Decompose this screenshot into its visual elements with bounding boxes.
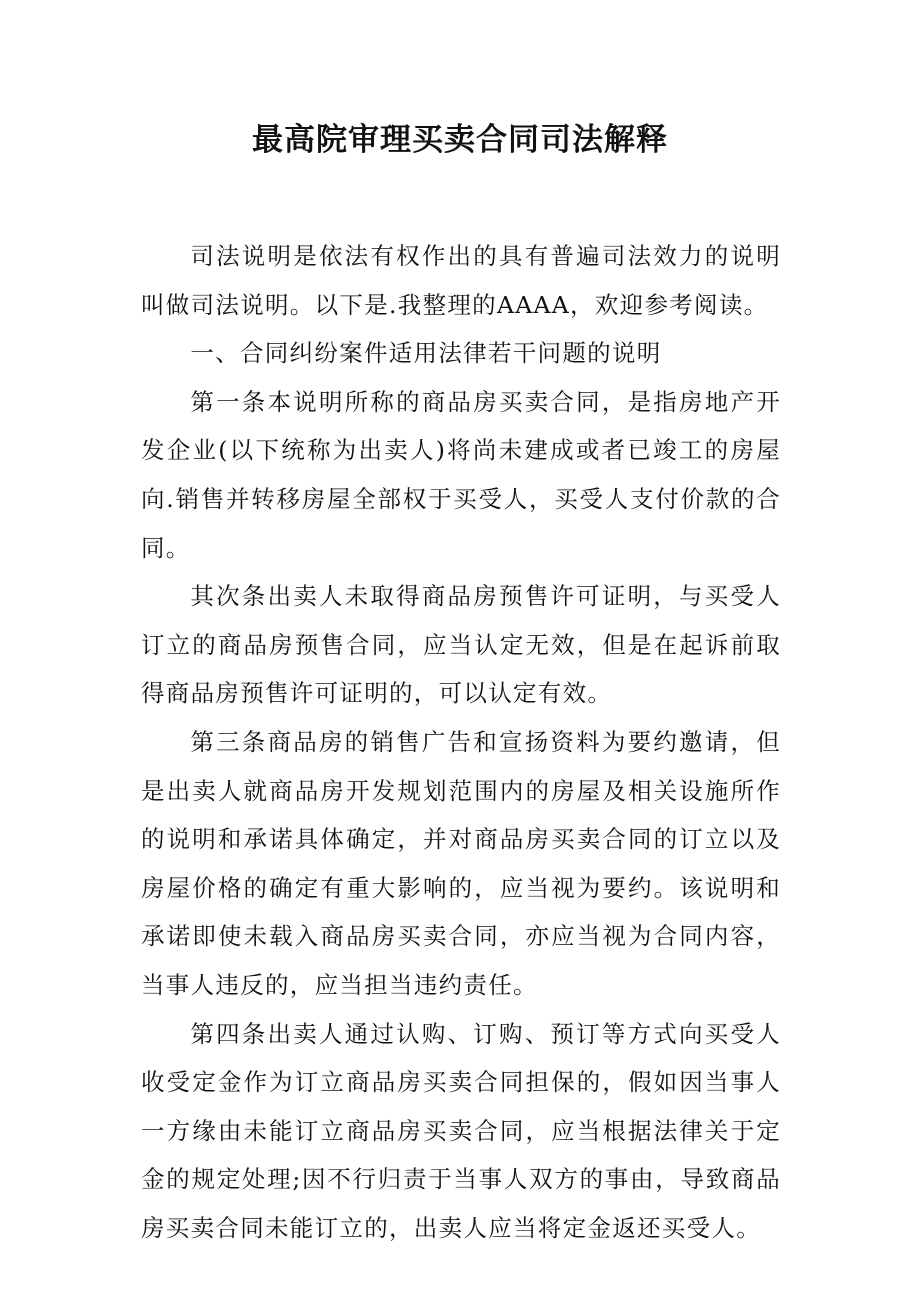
document-body bbox=[141, 232, 781, 1252]
paragraph-section-heading: 一、合同纠纷案件适用法律若干问题的说明 bbox=[190, 339, 662, 368]
paragraph-article-4: 第四条出卖人通过认购、订购、预订等方式向买受人收受定金作为订立商品房买卖合同担保的，假如因当事人一方缘由未能订立商品房买卖合同，应当根据法律关于定金的规定处理;因不行归责于当事人双方的事由，导致商品房买卖合同未能订立的，出卖人应当将定金返还买受人。 bbox=[141, 1019, 781, 1242]
paragraph-intro: 司法说明是依法有权作出的具有普遍司法效力的说明叫做司法说明。以下是.我整理的AAAA，欢迎参考阅读。 bbox=[141, 242, 781, 319]
paragraph-article-2: 其次条出卖人未取得商品房预售许可证明，与买受人订立的商品房预售合同，应当认定无效，但是在起诉前取得商品房预售许可证明的，可以认定有效。 bbox=[141, 582, 781, 708]
paragraph-article-1: 第一条本说明所称的商品房买卖合同，是指房地产开发企业(以下统称为出卖人)将尚未建成或者已竣工的房屋向.销售并转移房屋全部权于买受人，买受人支付价款的合同。 bbox=[141, 387, 781, 562]
paragraph-article-3: 第三条商品房的销售广告和宣扬资料为要约邀请，但是出卖人就商品房开发规划范围内的房屋及相关设施所作的说明和承诺具体确定，并对商品房买卖合同的订立以及房屋价格的确定有重大影响的，应当视为要约。该说明和承诺即使未载入商品房买卖合同，亦应当视为合同内容，当事人违反的，应当担当违约责任。 bbox=[141, 727, 781, 999]
document-title: 最高院审理买卖合同司法解释 bbox=[252, 122, 668, 158]
